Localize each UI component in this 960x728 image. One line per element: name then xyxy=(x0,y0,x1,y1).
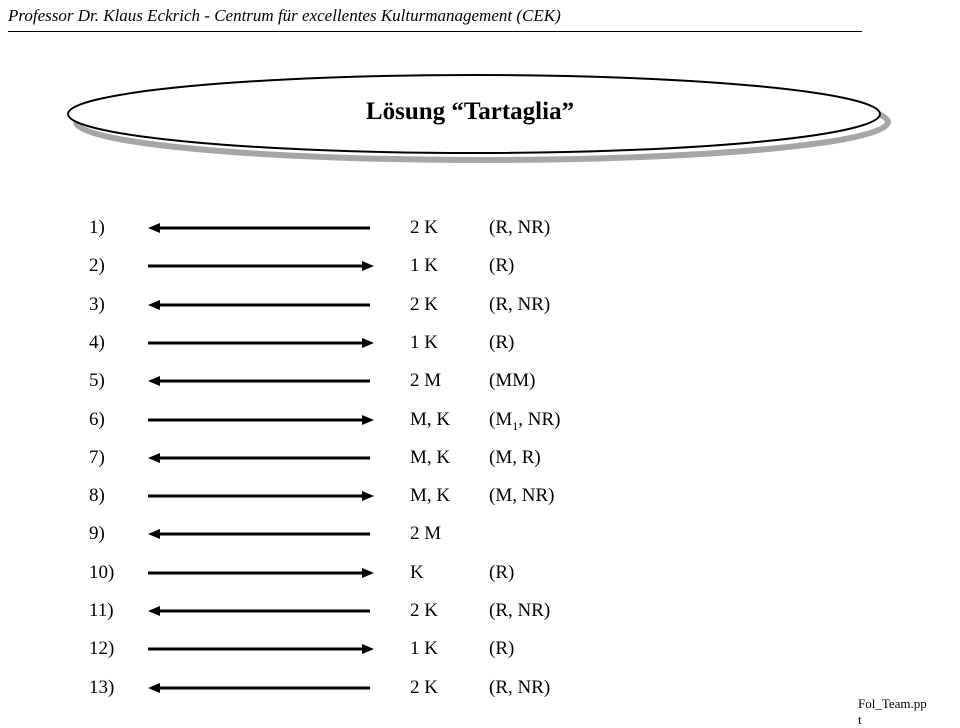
arrow-right-icon xyxy=(148,560,374,586)
step-number: 12) xyxy=(89,638,115,660)
step-row xyxy=(0,483,960,509)
arrow-right-icon xyxy=(148,407,374,433)
crossing-detail xyxy=(489,407,560,433)
crossing-party: 2 M xyxy=(410,523,442,545)
arrow-left-icon xyxy=(148,598,374,624)
step-row xyxy=(0,445,960,471)
arrow-right-icon xyxy=(148,483,374,509)
step-row xyxy=(0,598,960,624)
step-number: 1) xyxy=(89,217,105,238)
step-number: 7) xyxy=(89,446,105,468)
crossing-party: 1 K xyxy=(410,255,438,277)
crossing-detail: (R) xyxy=(489,255,515,277)
crossing-detail: (M, NR) xyxy=(489,485,555,507)
arrow-left-icon xyxy=(148,215,374,241)
step-number: 6) xyxy=(89,408,105,430)
step-row xyxy=(0,292,960,318)
crossing-detail: (MM) xyxy=(489,370,536,392)
crossing-detail: (R) xyxy=(489,561,515,583)
crossing-party: M, K xyxy=(410,485,451,507)
arrow-left-icon xyxy=(148,368,374,394)
crossing-party: 1 K xyxy=(410,331,438,353)
step-row xyxy=(0,407,960,433)
crossing-detail: (R) xyxy=(489,638,515,660)
arrow-left-icon xyxy=(148,521,374,547)
step-number: 9) xyxy=(89,523,105,545)
crossing-detail: (R) xyxy=(489,331,515,353)
crossing-party: 1 K xyxy=(410,638,438,660)
step-number: 10) xyxy=(89,561,115,583)
crossing-detail-subscript: 1 xyxy=(512,418,519,433)
arrow-left-icon xyxy=(148,445,374,471)
arrow-right-icon xyxy=(148,330,374,356)
footer-filename xyxy=(858,696,958,728)
step-row xyxy=(0,675,960,701)
step-number: 2) xyxy=(89,255,105,277)
crossing-detail-post: , NR) xyxy=(518,408,561,430)
step-row xyxy=(0,560,960,586)
header-text: Professor Dr. Klaus Eckrich - Centrum für excellentes Kulturmanagement (CEK) xyxy=(8,6,561,25)
crossing-party: 2 K xyxy=(410,676,438,698)
crossing-party: 2 K xyxy=(410,217,438,238)
crossing-detail: (R, NR) xyxy=(489,217,551,238)
step-row xyxy=(0,330,960,356)
step-row xyxy=(0,521,960,547)
crossing-detail-pre: (M xyxy=(489,408,513,430)
step-row xyxy=(0,368,960,394)
arrow-left-icon xyxy=(148,292,374,318)
arrow-right-icon xyxy=(148,636,374,662)
crossing-detail: (R, NR) xyxy=(489,676,551,698)
crossing-detail: (R, NR) xyxy=(489,293,551,315)
step-number: 8) xyxy=(89,485,105,507)
crossing-party: 2 M xyxy=(410,370,442,392)
step-number: 13) xyxy=(89,676,115,698)
crossing-party: 2 K xyxy=(410,600,438,621)
crossing-party: K xyxy=(410,561,424,583)
arrow-right-icon xyxy=(148,253,374,279)
arrow-left-icon xyxy=(148,675,374,701)
step-row xyxy=(0,636,960,662)
step-number: 5) xyxy=(89,370,105,392)
step-number: 3) xyxy=(89,293,105,315)
footer-filename-text: Fol_Team.pp t xyxy=(858,696,927,727)
step-row xyxy=(0,215,960,241)
crossing-party: 2 K xyxy=(410,293,438,315)
crossing-detail: (M, R) xyxy=(489,446,541,468)
crossing-party: M, K xyxy=(410,408,451,430)
crossing-detail: (R, NR) xyxy=(489,600,551,621)
step-number: 4) xyxy=(89,331,105,353)
slide-title: Lösung “Tartaglia” xyxy=(365,98,575,125)
step-row xyxy=(0,253,960,279)
crossing-party: M, K xyxy=(410,446,451,468)
step-number: 11) xyxy=(89,600,114,621)
